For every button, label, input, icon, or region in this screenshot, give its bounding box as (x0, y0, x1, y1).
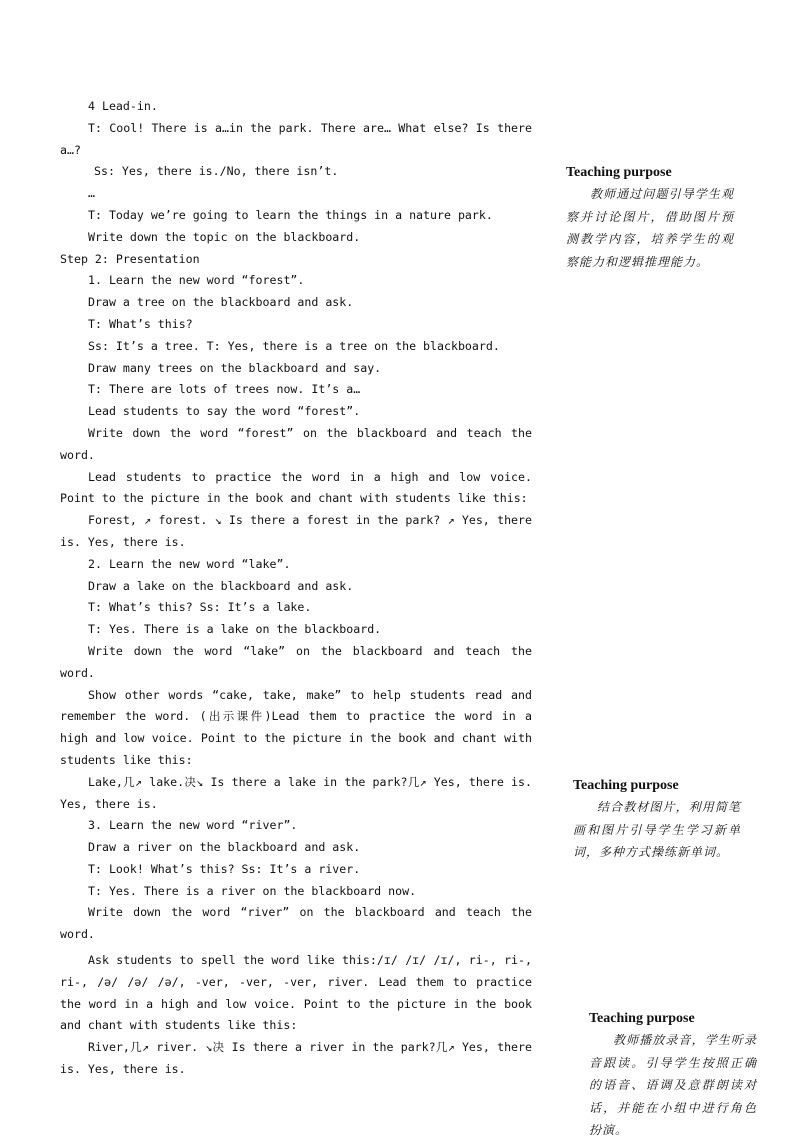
note-title: Teaching purpose (566, 165, 672, 180)
teaching-purpose-note-3 (589, 1011, 757, 1142)
text-line: T: Today we’re going to learn the things in a nature park. (88, 207, 493, 222)
text-line: 2. Learn the new word “lake”. (88, 556, 291, 571)
text-line: 3. Learn the new word “river”. (88, 818, 298, 833)
text-line: Write down the word “forest” on the blackboard and teach the word. (60, 425, 532, 462)
text-line: Show other words “cake, take, make” to help students read and remember the word. (出示课件)Lead them to practice the word in a high and low voice. Point to the picture in the book and chant with students like this: (60, 687, 532, 767)
text-line: T: What’s this? (88, 316, 193, 331)
section-heading: 4 Lead-in. (88, 99, 158, 113)
text-line: T: Cool! There is a…in the park. There are… What else? Is there a…? (60, 120, 532, 157)
note-body: 结合教材图片，利用简笔画和图片引导学生学习新单词，多种方式操练新单词。 (573, 800, 741, 859)
teaching-purpose-note-1 (566, 165, 734, 273)
text-line: Lead students to practice the word in a high and low voice. Point to the picture in the book and chant with students like this: (60, 469, 532, 506)
text-line: T: What’s this? Ss: It’s a lake. (88, 600, 312, 615)
text-line: … (88, 186, 95, 201)
note-body: 教师通过问题引导学生观察并讨论图片，借助图片预测教学内容，培养学生的观察能力和逻辑推理能力。 (566, 187, 734, 269)
section-heading: Step 2: Presentation (60, 251, 200, 266)
lesson-text (60, 96, 532, 1081)
text-line: T: Yes. There is a river on the blackboard now. (88, 883, 417, 898)
text-line: Lead students to say the word “forest”. (88, 404, 361, 419)
note-body: 教师播放录音，学生听录音跟读。引导学生按照正确的语音、语调及意群朗读对话，并能在小组中进行角色扮演。 (589, 1033, 757, 1137)
text-line: T: There are lots of trees now. It’s a… (88, 382, 361, 397)
text-line: Ss: It’s a tree. T: Yes, there is a tree on the blackboard. (88, 338, 500, 353)
text-line: Draw a river on the blackboard and ask. (88, 840, 361, 855)
text-line: Write down the word “lake” on the blackboard and teach the word. (60, 643, 532, 680)
text-line: Draw a tree on the blackboard and ask. (88, 295, 354, 310)
text-line: Write down the topic on the blackboard. (88, 229, 361, 244)
chant-line: Forest, ↗ forest. ↘ Is there a forest in the park? ↗ Yes, there is. Yes, there is. (60, 513, 532, 549)
chant-line: Lake,几↗ lake.决↘ Is there a lake in the park?几↗ Yes, there is. Yes, there is. (60, 774, 532, 811)
teaching-purpose-note-2 (573, 778, 741, 864)
text-line: Ss: Yes, there is./No, there isn’t. (94, 164, 339, 179)
text-line: T: Look! What’s this? Ss: It’s a river. (88, 861, 361, 876)
note-title: Teaching purpose (589, 1011, 695, 1026)
text-line: Draw a lake on the blackboard and ask. (88, 578, 354, 593)
text-line: Draw many trees on the blackboard and say. (88, 360, 382, 375)
chant-line: River,几↗ river. ↘决 Is there a river in the park?几↗ Yes, there is. Yes, there is. (60, 1040, 532, 1077)
text-line: 1. Learn the new word “forest”. (88, 273, 305, 288)
text-line: Write down the word “river” on the blackboard and teach the word. (60, 905, 532, 942)
note-title: Teaching purpose (573, 778, 679, 793)
text-line: T: Yes. There is a lake on the blackboard. (88, 622, 382, 637)
text-line: Ask students to spell the word like this:/ɪ/ /ɪ/ /ɪ/, ri-, ri-, ri-, /ə/ /ə/ /ə/, -ver, -ver, -ver, river. Lead them to practice the word in a high and low voice. Point to the picture in the book and chant with students like this: (60, 953, 532, 1033)
